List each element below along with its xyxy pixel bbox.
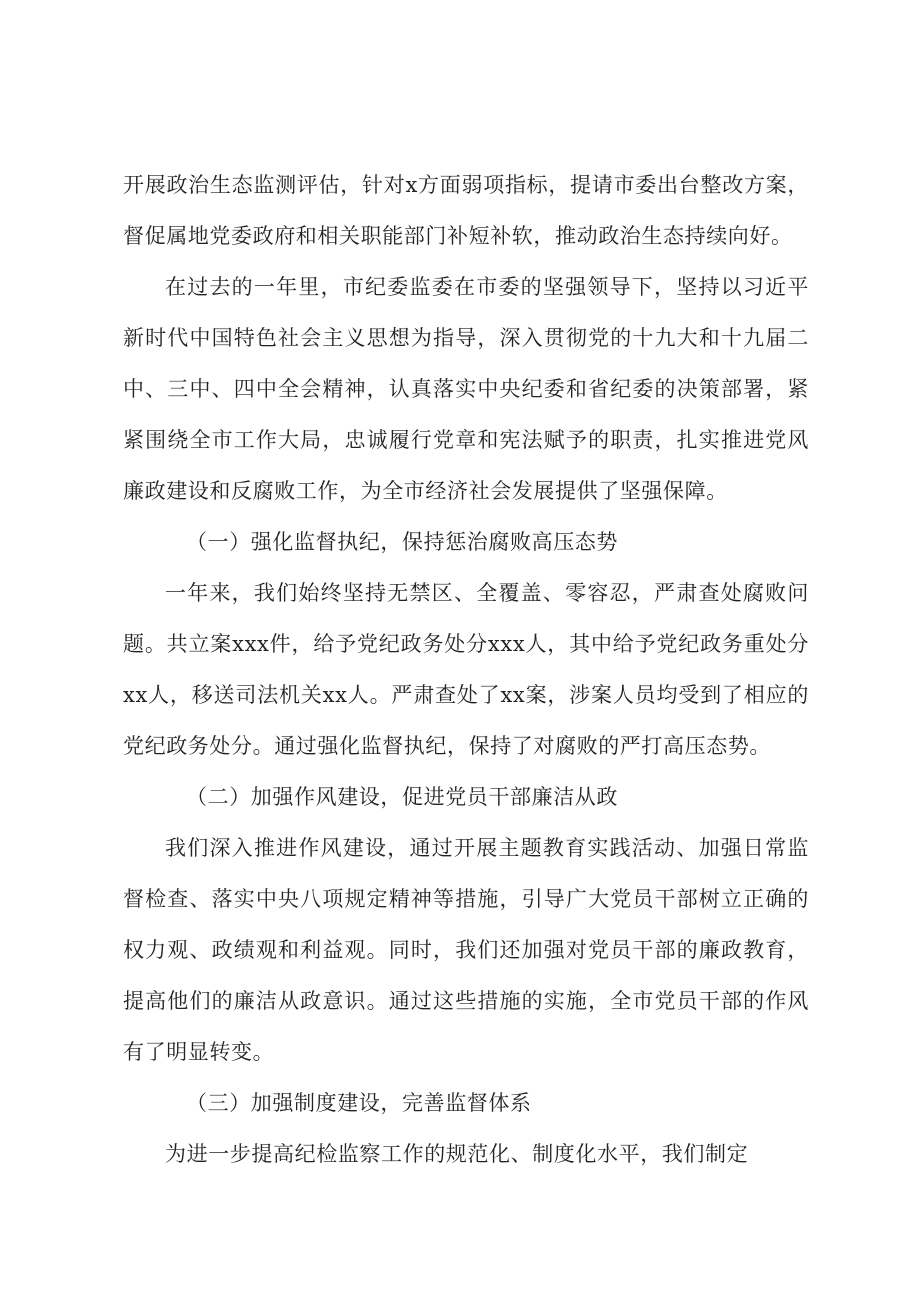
document-body (123, 160, 809, 1180)
section-heading-1: （一）强化监督执纪，保持惩治腐败高压态势 (186, 530, 618, 554)
section-heading-3: （三）加强制度建设，完善监督体系 (186, 1091, 532, 1115)
paragraph-continuation: 开展政治生态监测评估，针对x方面弱项指标，提请市委出台整改方案，督促属地党委政府和相关职能部门补短补软，推动政治生态持续向好。 (123, 173, 809, 248)
paragraph-annual-overview: 在过去的一年里，市纪委监委在市委的坚强领导下，坚持以习近平新时代中国特色社会主义思想为指导，深入贯彻党的十九大和十九届二中、三中、四中全会精神，认真落实中央纪委和省纪委的决策部署，紧紧围绕全市工作大局，忠诚履行党章和宪法赋予的职责，扎实推进党风廉政建设和反腐败工作，为全市经济社会发展提供了坚强保障。 (123, 275, 809, 503)
paragraph-system-building: 为进一步提高纪检监察工作的规范化、制度化水平，我们制定 (165, 1142, 749, 1166)
paragraph-work-style: 我们深入推进作风建设，通过开展主题教育实践活动、加强日常监督检查、落实中央八项规定精神等措施，引导广大党员干部树立正确的权力观、政绩观和利益观。同时，我们还加强对党员干部的廉政教育，提高他们的廉洁从政意识。通过这些措施的实施，全市党员干部的作风有了明显转变。 (123, 836, 809, 1064)
paragraph-supervision: 一年来，我们始终坚持无禁区、全覆盖、零容忍，严肃查处腐败问题。共立案xxx件，给予党纪政务处分xxx人，其中给予党纪政务重处分xx人，移送司法机关xx人。严肃查处了xx案，涉案人员均受到了相应的党纪政务处分。通过强化监督执纪，保持了对腐败的严打高压态势。 (123, 581, 809, 758)
section-heading-2: （二）加强作风建设，促进党员干部廉洁从政 (186, 785, 618, 809)
